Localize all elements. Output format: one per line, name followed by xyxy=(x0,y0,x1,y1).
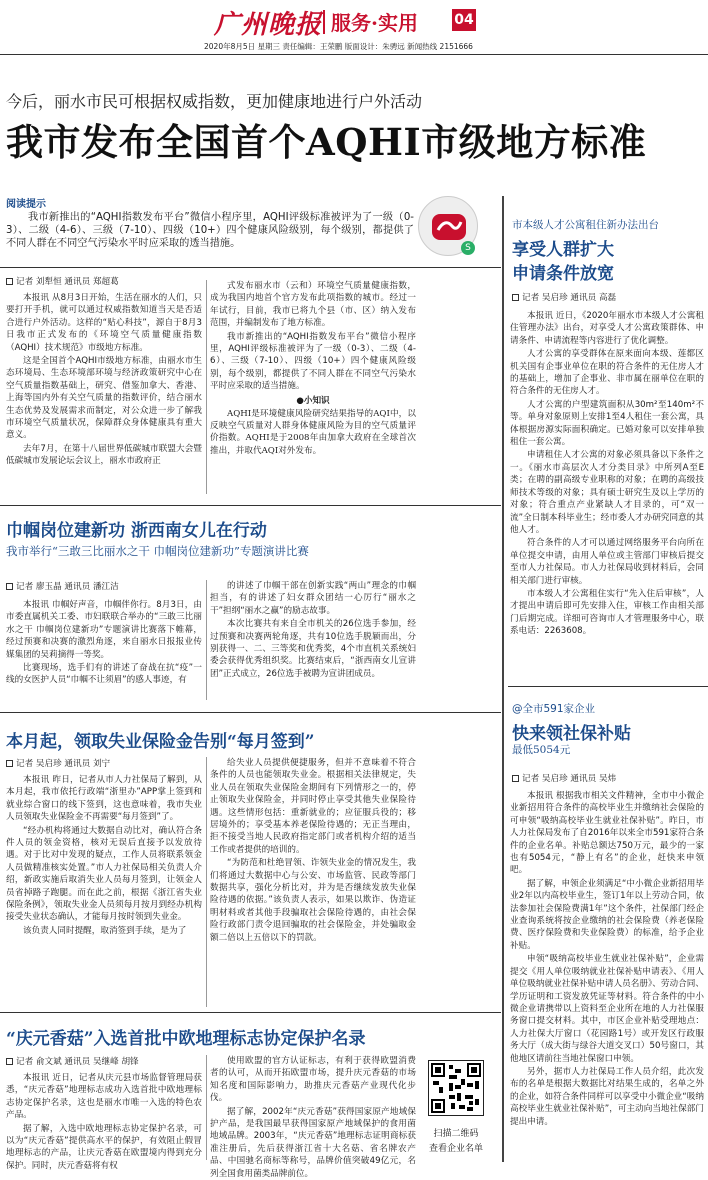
story4-col1 xyxy=(6,1072,202,1171)
qr-code-icon xyxy=(429,1061,483,1115)
lead-kicker: 今后，丽水市民可根据权威指数，更加健康地进行户外活动 xyxy=(6,92,423,111)
right2-para: 本报讯 根据我市相关文件精神，全市中小微企业新招用符合条件的高校毕业生并缴纳社会保险的可申领“吸纳高校毕业生就业社保补贴”。昨日，市人力社保局发布了自2016年以来全市591家符合条件的企业名单。补贴总额达750万元，最少的一家也有5054元，“静上有名”的企业，赶快来申领吧。 xyxy=(510,791,704,876)
lead-headline: 我市发布全国首个AQHI市级地方标准 xyxy=(6,120,647,164)
lead-rule xyxy=(0,267,501,268)
column-divider xyxy=(206,757,207,1007)
story4-byline-text: 记者 俞文斌 通讯员 吴继峰 胡锋 xyxy=(16,1057,139,1067)
story2-col2-para: 的讲述了巾帼干部在创新实践“两山”理念的巾帼担当，有的讲述了妇女群众团结一心厉行“丽水之干”担纲“丽水之赢”的励志故事。 xyxy=(210,581,416,616)
story4-col2 xyxy=(210,1055,416,1179)
story2-col1-para: 本报讯 巾帼好声音，巾帼伴你行。8月3日，由市委直属机关工委、市妇联联合举办的“三敢三比丽水之干 巾帼岗位建新功”专题演讲比赛落下帷幕，经过预赛和决赛的激烈角逐，来自丽水日报报业传媒集团的吴莉摘得一等奖。 xyxy=(6,600,202,660)
story4-byline xyxy=(6,1055,139,1069)
right1-para: 申请租住人才公寓的对象必须具备以下条件之一。《丽水市高层次人才分类目录》中所列A至E类；在聘的副高级专业职称的对象；在聘的高级技师技术等级的对象；具有硕士研究生及以上学历的对象；符合重点产业紧缺人才目录的，可“双一流”全日制本科毕业生；经市委人才办研究同意的其他人才。 xyxy=(510,450,704,535)
story4-headline: “庆元香菇”入选首批中欧地理标志协定保护名录 xyxy=(6,1029,366,1049)
right2-rule xyxy=(508,686,708,687)
lead-byline xyxy=(6,275,119,289)
right2-para: 另外，据市人力社保局工作人员介绍，此次发布的名单是根据大数据比对结果生成的，名单之外的企业，如符合条件同样可以享受中小微企业“吸纳高校毕业生就业社保补贴”，可主动向当地社保部门提出申请。 xyxy=(510,1066,704,1127)
byline-marker-icon xyxy=(6,1058,13,1065)
story3-col1 xyxy=(6,774,202,1006)
qr-badge xyxy=(418,196,478,256)
lead-col2 xyxy=(210,280,416,494)
lead-col1 xyxy=(6,292,202,494)
column-divider xyxy=(206,1055,207,1160)
right2-para: 据了解，申领企业须满足“中小微企业新招用毕业2年以内高校毕业生，签订1年以上劳动合同，依法参加社会保险费满1年”这个条件，社保部门经企业查询系统将按企业缴纳的社会保险费（养老保险费、医疗保险费和失业保险费）的标准，给予企业补贴。 xyxy=(510,878,704,951)
right1-para: 符合条件的人才可以通过网络服务平台向所在单位提交申请，由用人单位或主管部门审核后提交至市人力社保局。市人力社保局收到材料后，会同相关部门进行审核。 xyxy=(510,538,704,586)
lead-byline-text: 记者 刘犁恒 通讯员 郑超葛 xyxy=(16,277,119,287)
qr-caption-1: 扫描二维码 xyxy=(433,1129,479,1139)
story2-byline-text: 记者 廖玉晶 通讯员 潘江洁 xyxy=(16,582,119,592)
story2-subhead: 我市举行“三敢三比丽水之干 巾帼岗位建新功”专题演讲比赛 xyxy=(6,544,309,558)
qr-caption-2: 查看企业名单 xyxy=(428,1144,483,1154)
wechat-mini-icon: S xyxy=(461,241,475,255)
right-column-divider xyxy=(502,196,504,1162)
story3-byline xyxy=(6,757,110,771)
story3-col1-para: “经办机构将通过大数据自动比对，确认符合条件人员的领金资格，核对无误后直接予以发放待遇。对于比对中发现的疑点，工作人员将联系领金人员做精准核实处置。”市人力社保局相关负责人介绍，新政实施后取消失业人员每月签到，让领金人员省掉路子跑腿。而在此之前，根据《浙江省失业保险条例》，领取失业金人员须每月按月到经办机构接受失业状态确认，才能每月按时领到失业金。 xyxy=(6,825,202,923)
story2-col1 xyxy=(6,599,202,699)
right1-para: 本报讯 近日，《2020年丽水市本级人才公寓租住管理办法》出台，对享受人才公寓政策群体、申请条件、申请流程等内容进行了优化调整。 xyxy=(510,311,704,346)
story3-col1-para: 该负责人同时提醒，取消签到手续，是为了 xyxy=(23,925,187,936)
story4-col2-para: 使用欧盟的官方认证标志，有利于获得欧盟消费者的认可，从而开拓欧盟市场，提升庆元香菇的市场知名度和国际影响力，助推庆元香菇产业现代化步伐。 xyxy=(210,1056,416,1104)
story2-rule xyxy=(0,505,501,506)
right2-body xyxy=(510,790,704,1160)
page-number-badge: 04 xyxy=(452,9,476,31)
right2-para: 申领“吸纳高校毕业生就业社保补贴”，企业需提交《用人单位吸纳就业社保补贴申请表》、《用人单位吸纳就业社保补贴申请人员名册》、劳动合同、学历证明和工资发放凭证等材料。符合条件的中小微企业请携带以上资料至企业所在地的人力社保服务窗口提交材料。其中，市区企业补贴受理地点：人力社保大厅窗口（花园路1号）或开发区行政服务大厅（成大街与绿谷大道交叉口）50号窗口，其他地区请前往当地社保窗口申领。 xyxy=(510,954,704,1064)
column-divider xyxy=(206,580,207,700)
story2-headline: 巾帼岗位建新功 浙西南女儿在行动 xyxy=(6,521,267,541)
right1-body xyxy=(510,310,704,680)
lead-col2-para: 我市新推出的“AQHI指数发布平台”微信小程序里，AQHI评级标准被评为了一级（0-3）、二级（4-6）、三级（7-10）、四级（10+）四个健康风险级别，每个级别，都提供了不同人群在不同空气污染水平时应采取的适当措施。 xyxy=(210,331,416,392)
story3-col2 xyxy=(210,757,416,1006)
right1-byline xyxy=(512,291,616,305)
masthead xyxy=(0,0,708,58)
right2-headline: 快来领社保补贴 xyxy=(512,724,631,744)
story4-rule xyxy=(0,1012,501,1013)
story4-col1-para: 本报讯 近日，记者从庆元县市场监督管理局获悉，“庆元香菇”地理标志成功入选首批中欧地理标志协定保护名录，这也是丽水市唯一入选的特色农产品。 xyxy=(6,1073,202,1121)
lead-col1-para: 本报讯 从8月3日开始，生活在丽水的人们，只要打开手机，就可以通过权威指数知道当天是否适合进行户外活动。这样的“贴心科技”，源自于8月3日我市正式发布的《环境空气质量健康指数（AQHI）技术规范》市级地方标准。 xyxy=(6,293,202,353)
story2-col1-para: 比赛现场，选手们有的讲述了奋战在抗“疫”一线的女医护人员“巾帼不让须眉”的感人事迹，有 xyxy=(6,663,202,686)
byline-marker-icon xyxy=(512,294,519,301)
story3-col2-para: 给失业人员提供便捷服务，但并不意味着不符合条件的人员也能领取失业金。根据相关法律规定，失业人员在领取失业保险金期间有下列情形之一的，停止领取失业保险金，并同时停止享受其他失业保险待遇。这些情形包括：重新就业的；应征服兵役的；移居境外的；享受基本养老保险待遇的；无正当理由，拒不接受当地人民政府指定部门或者机构介绍的适当工作或者提供的培训的。 xyxy=(210,758,416,855)
reading-tip-label: 阅读提示 xyxy=(6,199,46,210)
right1-headline-1: 享受人群扩大 xyxy=(512,240,614,260)
story3-col1-para: 本报讯 昨日，记者从市人力社保局了解到，从本月起，我市依托行政端“浙里办”APP掌上签到和就业综合窗口的线下签到，这也意味着，我市失业人员领取失业保险金不再需要“每月签到”了。 xyxy=(6,775,202,823)
lead-col1-para: 这是全国首个AQHI市级地方标准，由丽水市生态环境局、生态环境部环境与经济政策研究中心在空气质量指数基础上，研究、借鉴加拿大、香港、上海等国内外有关空气质量的指数评价，结合丽水生态优势及发展需求而制定，对公众进一步了解我市环境空气质量状况，保障群众身体健康具有重大意义。 xyxy=(6,356,202,441)
masthead-rule xyxy=(0,54,708,55)
qr-code[interactable] xyxy=(428,1060,484,1116)
lead-col1-para: 去年7月，在第十八届世界低碳城市联盟大会暨低碳城市发展论坛会议上，丽水市政府正 xyxy=(6,443,202,467)
right1-para: 人才公寓的享受群体在原来面向本级、莲都区机关国有企事业单位在职的符合条件的无住房人才的基础上，增加了企事业、非市属在丽单位在职的符合条件的无住房人才。 xyxy=(510,349,704,397)
section-name: 服务·实用 xyxy=(331,11,418,35)
story3-headline: 本月起，领取失业保险金告别“每月签到” xyxy=(6,732,315,752)
story3-byline-text: 记者 吴启珍 通讯员 刘宁 xyxy=(16,759,111,769)
right1-para: 市本级人才公寓租住实行“先入住后审核”，人才提出申请后即可先安排入住，审核工作由相关部门后期完成。详细可咨询市人才管理服务中心，联系电话：2263608。 xyxy=(510,588,704,637)
story3-col2-para: “为防范和杜绝冒领、诈领失业金的情况发生，我们将通过大数据中心与公安、市场监管、民政等部门数据共享，强化分析比对，并为是否继续发放失业保险待遇的依据。”该负责人表示，如果以欺诈、伪造证明材料或者其他手段骗取社会保险待遇的，由社会保险行政部门责令退回骗取的社会保险金，并处骗取金额二倍以上五倍以下的罚款。 xyxy=(210,858,416,943)
byline-marker-icon xyxy=(512,775,519,782)
story4-col1-para: 据了解，入选中欧地理标志协定保护名录，可以为“庆元香菇”提供高水平的保护，有效阻止假冒地理标志的产品，让庆元香菇在欧盟境内得到充分保护。同时，庆元香菇将有权 xyxy=(6,1123,202,1171)
byline-marker-icon xyxy=(6,278,13,285)
story3-rule xyxy=(0,712,501,713)
knowledge-text: AQHI是环境健康风险研究结果指导的AQI中，以反映空气质量对人群身体健康风险为目的空气质量评价指数。AQHI是于2008年由加拿大政府在全球首次推出，并取代AQI对外发布。 xyxy=(210,408,416,456)
right1-headline-2: 申请条件放宽 xyxy=(512,264,614,284)
story2-col2-para: 本次比赛共有来自全市机关的26位选手参加，经过预赛和决赛两轮角逐，共有10位选手脱颖而出，分别获得一、二、三等奖和优秀奖，4个市直机关系统妇委会获得优秀组织奖。比赛结束后，“浙西南女儿宣讲团”正式成立，26位选手被聘为宣讲团成员。 xyxy=(210,619,416,679)
qr-badge-label xyxy=(419,261,479,262)
dateline: 2020年8月5日 星期三 责任编辑：王荣鹏 版面设计：朱骋远 新闻热线 2151666 xyxy=(204,42,473,51)
lead-col2-para: 式发布丽水市（云和）环境空气质量健康指数，成为我国内地首个官方发布此项指数的城市。经过一年试行，目前，我市已将九个县（市、区）纳入发布范围，并编制发布了地方标准。 xyxy=(210,281,416,329)
byline-marker-icon xyxy=(6,760,13,767)
right1-para: 人才公寓的户型建筑面积从30m²至140m²不等。单身对象原则上安排1至4人租住一套公寓，具体根据房源实际面积确定。已婚对象可以安排单独租住一套公寓。 xyxy=(510,399,704,448)
byline-marker-icon xyxy=(6,583,13,590)
right2-subhead: 最低5054元 xyxy=(512,744,571,756)
right2-byline-text: 记者 吴启珍 通讯员 吴炜 xyxy=(522,774,617,784)
right2-byline xyxy=(512,772,616,786)
right1-kicker: 市本级人才公寓租住新办法出台 xyxy=(512,219,659,231)
right2-kicker: @全市591家企业 xyxy=(512,703,596,715)
story2-byline xyxy=(6,580,119,594)
knowledge-label: ●小知识 xyxy=(296,395,330,406)
column-divider xyxy=(206,280,207,494)
reading-tip-text: 我市新推出的“AQHI指数发布平台”微信小程序里，AQHI评级标准被评为了一级（0-3）、二级（4-6）、三级（7-10）、四级（10+）四个健康风险级别，每个级别，都提供了不同人群在不同空气污染水平时应采取的透当措施。 xyxy=(6,212,414,250)
right1-byline-text: 记者 吴启珍 通讯员 高磊 xyxy=(522,293,617,303)
story2-col2 xyxy=(210,580,416,699)
masthead-divider xyxy=(323,10,325,34)
story4-col2-para: 据了解，2002年“庆元香菇”获得国家原产地域保护产品，是我国最早获得国家原产地域保护的食用菌地域品牌。2003年，“庆元香菇”地理标志证明商标获准注册后，先后获得浙江省十大名菇、省名牌农产品、中国驰名商标等称号，品牌价值突破49亿元，名列全国食用菌类品牌前位。 xyxy=(210,1106,416,1179)
paper-name: 广州晚报 xyxy=(214,10,323,40)
miniprogram-icon xyxy=(430,210,468,244)
